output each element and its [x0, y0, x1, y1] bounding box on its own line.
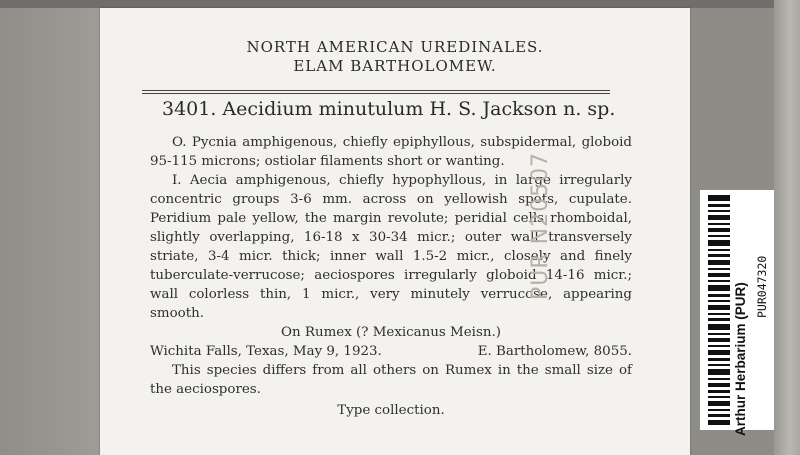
aecia-description: I. Aecia amphigenous, chiefly hypophyllous, in large irregularly concentric groups 3-6 mm. across on yellowish spots, cupulate. Peridium pale yellow, the margin revolute; peridial cells rhomboidal, slightly overlapping, 16-18 x 30-34 micr.; outer wall transversely striate, 3-4 micr. thick; inner wall 1.5-2 micr., closely and finely tuberculate-verrucose; aeciospores irregularly globoid 14-16 micr.; wall colorless thin, 1 micr., very minutely verrucose, appearing smooth. [150, 173, 632, 321]
label-header [100, 38, 690, 76]
barcode-icon [708, 195, 730, 425]
host-line: On Rumex (? Mexicanus Meisn.) [281, 325, 501, 340]
pycnia-description: O. Pycnia amphigenous, chiefly epiphyllous, subspidermal, globoid 95-115 microns; ostiolar filaments short or wanting. [150, 135, 632, 169]
collector-text: E. Bartholomew, 8055. [477, 344, 632, 359]
divider-rule [142, 93, 610, 94]
type-collection: Type collection. [337, 403, 445, 418]
remark-text: This species differs from all others on Rumex in the small size of the aeciospores. [150, 363, 632, 397]
herbarium-name: Arthur Herbarium (PUR) [733, 282, 748, 436]
description-body [150, 133, 632, 420]
species-title: 3401. Aecidium minutulum H. S. Jackson n. sp. [162, 98, 616, 120]
collector-name: ELAM BARTHOLOMEW. [293, 57, 497, 75]
background-top [0, 0, 800, 8]
specimen-label [100, 8, 690, 455]
handwritten-accession-number: PUR N20507 [528, 151, 553, 300]
divider-rule [142, 90, 610, 91]
background-left [0, 0, 100, 455]
background-right [774, 0, 800, 455]
locality-text: Wichita Falls, Texas, May 9, 1923. [150, 344, 382, 359]
barcode-number: PUR047320 [755, 255, 769, 318]
series-title: NORTH AMERICAN UREDINALES. [246, 38, 544, 56]
locality-line [150, 342, 632, 361]
